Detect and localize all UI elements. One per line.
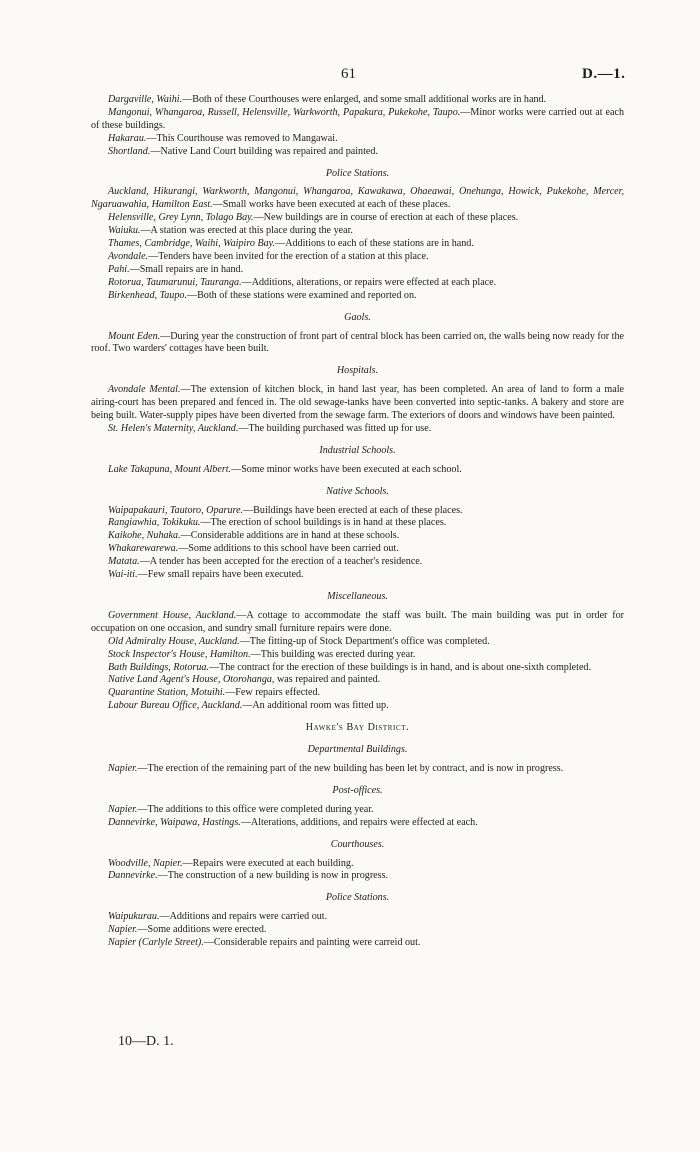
paragraph [91, 937, 624, 950]
section-heading: Gaols. [344, 311, 371, 323]
place-name: Whakarewarewa. [108, 543, 179, 555]
place-name: Avondale Mental. [108, 384, 181, 396]
place-name: Hakarau. [108, 132, 147, 144]
paragraph-text: —Both of these stations were examined and reported on. [186, 289, 417, 301]
paragraph [91, 94, 624, 107]
place-name: Avondale. [108, 250, 149, 262]
place-name: St. Helen's Maternity, Auckland. [108, 422, 239, 434]
paragraph [91, 911, 624, 924]
paragraph [91, 763, 624, 776]
paragraph-text: —The building purchased was fitted up for use. [238, 422, 432, 434]
paragraph-text: —Some minor works have been executed at each school. [231, 463, 462, 475]
paragraph-text: —Additions to each of these stations are in hand. [275, 238, 474, 250]
paragraph [91, 423, 624, 436]
district-heading: Hawke's Bay District. [305, 722, 410, 734]
paragraph-text: —Minor works were carried out at each of these buildings. [91, 106, 624, 131]
paragraph [91, 464, 624, 477]
place-name: Waiuku. [108, 225, 141, 237]
place-name: Thames, Cambridge, Waihi, Waipiro Bay. [108, 238, 276, 250]
section-heading: Industrial Schools. [319, 444, 396, 456]
paragraph [91, 277, 624, 290]
place-name: Rotorua, Taumarunui, Tauranga. [108, 276, 242, 288]
section-heading: Post-offices. [332, 784, 383, 796]
place-name: Stock Inspector's House, Hamilton. [108, 648, 251, 660]
place-name: Mount Eden. [108, 330, 161, 342]
place-name: Old Admiralty House, Auckland. [108, 635, 240, 647]
paragraph [91, 530, 624, 543]
paragraph-text: —This building was erected during year. [250, 648, 416, 660]
paragraph [91, 543, 624, 556]
paragraph [91, 924, 624, 937]
paragraph-text: —The construction of a new building is now in progress. [157, 870, 389, 882]
place-name: Napier. [108, 762, 138, 774]
place-name: Dargaville, Waihi. [108, 94, 183, 105]
paragraph [91, 700, 624, 713]
place-name: Waipapakauri, Tautoro, Oparure. [108, 504, 244, 516]
paragraph-text: —Tenders have been invited for the erection of a station at this place. [148, 250, 429, 262]
page-header [0, 66, 700, 86]
page-number: 61 [341, 66, 356, 82]
place-name: Napier. [108, 803, 138, 815]
paragraph [91, 505, 624, 518]
place-name: Bath Buildings, Rotorua. [108, 661, 209, 673]
paragraph-text: —Few repairs effected. [225, 687, 321, 699]
paragraph [91, 107, 624, 133]
paragraph [91, 636, 624, 649]
paragraph-text: —Small repairs are in hand. [129, 263, 244, 275]
paragraph-text: —The extension of kitchen block, in hand last year, has been completed. An area of land to form a male airing-court has been prepared and fenced in. The old sewage-tanks have been converted into septic-tanks. A bakery and store are being built. Water-supply pipes have been diverted from the sewage farm. The exteriors of doors and windows have been painted. [91, 384, 624, 422]
place-name: Waipukurau. [108, 911, 160, 923]
place-name: Wai-iti. [108, 569, 138, 581]
place-name: Kaikohe, Nuhaka. [108, 530, 181, 542]
paragraph-text: —Few small repairs have been executed. [137, 569, 304, 581]
paragraph-text: —Considerable repairs and painting were carreid out. [203, 937, 421, 949]
place-name: Pahi. [108, 263, 130, 275]
section-heading: Departmental Buildings. [307, 744, 408, 756]
section-heading: Miscellaneous. [327, 591, 388, 602]
paragraph-text: —The erection of school buildings is in hand at these places. [200, 517, 447, 529]
paragraph [91, 649, 624, 662]
place-name: Dannevirke. [108, 870, 158, 882]
paragraph-text: —Some additions were erected. [137, 924, 267, 936]
paragraph-text: —This Courthouse was removed to Mangawai. [146, 132, 338, 144]
place-name: Lake Takapuna, Mount Albert. [108, 463, 232, 475]
paragraph-text: —The erection of the remaining part of the new building has been let by contract, and is now in progress. [137, 762, 564, 774]
paragraph-text: —New buildings are in course of erection at each of these places. [253, 212, 519, 224]
paragraph [91, 870, 624, 883]
paragraph-text: —Additions and repairs were carried out. [159, 911, 328, 923]
paragraph-text: —An additional room was fitted up. [242, 700, 389, 712]
place-name: Rangiawhia, Tokikuku. [108, 517, 201, 529]
place-name: Native Land Agent's House, Otorohanga, [108, 674, 275, 686]
page-footer: 10—D. 1. [118, 1034, 174, 1049]
paragraph-text: —Additions, alterations, or repairs were effected at each place. [241, 276, 497, 288]
paragraph-text: —Native Land Court building was repaired and painted. [150, 145, 378, 157]
place-name: Labour Bureau Office, Auckland. [108, 700, 243, 712]
paragraph-text: —During year the construction of front part of central block has been carried on, the walls being now ready for the roof. Two warders' cottages have been built. [91, 330, 625, 355]
place-name: Shortland. [108, 145, 151, 157]
paragraph [91, 662, 624, 675]
paragraph [91, 517, 624, 530]
place-name: Government House, Auckland. [108, 609, 237, 621]
paragraph [91, 687, 624, 700]
paragraph-text: —Small works have been executed at each of these places. [212, 199, 451, 211]
section-heading: Hospitals. [336, 365, 379, 377]
place-name: Woodville, Napier. [108, 857, 183, 869]
paragraph [91, 290, 624, 303]
place-name: Quarantine Station, Motuihi. [108, 687, 226, 699]
paragraph-text: —Buildings have been erected at each of these places. [243, 504, 463, 516]
paragraph-text: —The contract for the erection of these buildings is in hand, and is about one-sixth completed. [208, 661, 591, 673]
place-name: Napier. [108, 924, 138, 936]
paragraph-text: —Repairs were executed at each building. [182, 857, 354, 869]
paragraph [91, 556, 624, 569]
paragraph-text: —A station was erected at this place during the year. [140, 225, 353, 237]
place-name: Auckland, Hikurangi, Warkworth, Mangonui, Whangaroa, Kawakawa, Ohaeawai, Onehunga, Howick, Pukekohe, Mercer, Ngaruawahia, Hamilton East. [91, 186, 624, 211]
section-heading: Courthouses. [330, 838, 385, 850]
paragraph [91, 225, 624, 238]
place-name: Mangonui, Whangaroa, Russell, Helensville, Warkworth, Papakura, Pukekohe, Taupo. [108, 106, 461, 118]
paragraph [91, 610, 624, 636]
paragraph [91, 569, 624, 582]
paragraph-text: —Alterations, additions, and repairs were effected at each. [240, 816, 478, 828]
place-name: Napier (Carlyle Street). [108, 937, 204, 949]
section-heading: Police Stations. [325, 167, 390, 179]
paragraph-text: —The fitting-up of Stock Department's office was completed. [239, 635, 490, 647]
paragraph [91, 238, 624, 251]
paragraph [91, 817, 624, 830]
paragraph [91, 674, 624, 687]
paragraph [91, 186, 624, 212]
place-name: Birkenhead, Taupo. [108, 289, 187, 301]
paragraph [91, 212, 624, 225]
paragraph-text: —The additions to this office were completed during year. [137, 803, 374, 815]
paragraph-text: —Some additions to this school have been carried out. [178, 543, 399, 555]
place-name: Matata. [108, 556, 140, 568]
section-heading: Native Schools. [326, 485, 389, 497]
document-body [91, 94, 625, 950]
paragraph [91, 146, 624, 159]
paragraph-text: —A cottage to accommodate the staff was built. The main building was put in order for occupation on one occasion, and sundry small furniture repairs were done. [91, 609, 624, 634]
paragraph-text: was repaired and painted. [274, 674, 381, 686]
paragraph [91, 133, 624, 146]
paragraph [91, 804, 624, 817]
paragraph-text: —Considerable additions are in hand at these schools. [180, 530, 400, 542]
paragraph [91, 251, 624, 264]
paragraph [91, 264, 624, 277]
document-reference: D.—1. [582, 66, 626, 82]
paragraph [91, 331, 624, 357]
paragraph-text: —A tender has been accepted for the erection of a teacher's residence. [139, 556, 423, 568]
section-heading: Police Stations. [325, 892, 390, 904]
paragraph [91, 858, 624, 871]
place-name: Helensville, Grey Lynn, Tolago Bay. [108, 212, 254, 224]
paragraph [91, 384, 624, 423]
place-name: Dannevirke, Waipawa, Hastings. [108, 816, 241, 828]
paragraph-text: —Both of these Courthouses were enlarged, and some small additional works are in hand. [182, 94, 547, 105]
